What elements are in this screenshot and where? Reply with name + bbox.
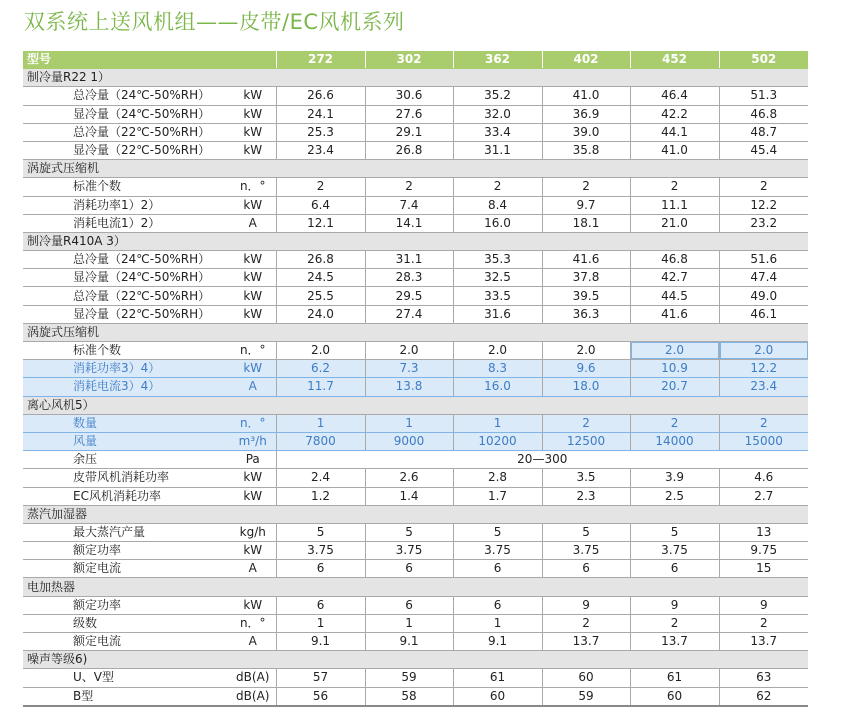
row-value: 15 xyxy=(719,560,808,578)
section-header-row xyxy=(23,505,808,523)
table-row xyxy=(23,378,808,396)
row-value: 44.5 xyxy=(630,287,719,305)
row-unit: A xyxy=(230,633,276,651)
row-unit: dB(A) xyxy=(230,687,276,706)
table-row xyxy=(23,141,808,159)
row-unit: n．° xyxy=(230,342,276,360)
row-value: 6 xyxy=(453,560,542,578)
row-value: 49.0 xyxy=(719,287,808,305)
model-column-header: 362 xyxy=(453,51,542,69)
row-unit: kW xyxy=(230,542,276,560)
row-label: 消耗电流1）2） xyxy=(23,214,230,232)
row-label: 总冷量（22℃-50%RH） xyxy=(23,123,230,141)
row-value: 61 xyxy=(630,669,719,687)
row-value: 2.3 xyxy=(542,487,630,505)
row-value: 57 xyxy=(276,669,365,687)
row-value: 8.3 xyxy=(453,360,542,378)
row-value: 2 xyxy=(719,414,808,432)
table-row xyxy=(23,414,808,432)
row-unit: kW xyxy=(230,87,276,105)
row-value: 46.8 xyxy=(630,251,719,269)
row-value: 1 xyxy=(276,414,365,432)
row-value: 1 xyxy=(365,414,453,432)
row-value: 33.5 xyxy=(453,287,542,305)
table-row xyxy=(23,87,808,105)
row-value: 2.0 xyxy=(453,342,542,360)
section-header-row xyxy=(23,651,808,669)
row-value: 4.6 xyxy=(719,469,808,487)
row-value: 58 xyxy=(365,687,453,706)
table-row xyxy=(23,523,808,541)
row-value: 1 xyxy=(453,614,542,632)
row-label: U、V型 xyxy=(23,669,230,687)
row-value: 51.6 xyxy=(719,251,808,269)
row-value: 33.4 xyxy=(453,123,542,141)
row-value: 5 xyxy=(630,523,719,541)
section-title: 涡旋式压缩机 xyxy=(23,323,808,341)
section-title: 离心风机5） xyxy=(23,396,808,414)
row-value: 2 xyxy=(630,178,719,196)
table-row xyxy=(23,269,808,287)
table-row xyxy=(23,633,808,651)
row-value: 25.3 xyxy=(276,123,365,141)
row-value: 18.1 xyxy=(542,214,630,232)
row-value: 25.5 xyxy=(276,287,365,305)
row-value: 29.5 xyxy=(365,287,453,305)
row-value: 12.2 xyxy=(719,196,808,214)
row-value: 2 xyxy=(276,178,365,196)
row-value: 3.75 xyxy=(542,542,630,560)
row-label: 消耗功率1）2） xyxy=(23,196,230,214)
row-label: 消耗功率3）4） xyxy=(23,360,230,378)
row-value: 44.1 xyxy=(630,123,719,141)
row-value: 31.1 xyxy=(365,251,453,269)
row-span-value: 20—300 xyxy=(276,451,808,469)
row-value: 6 xyxy=(630,560,719,578)
row-value: 31.1 xyxy=(453,141,542,159)
row-value: 27.4 xyxy=(365,305,453,323)
row-value: 3.75 xyxy=(453,542,542,560)
row-value: 39.5 xyxy=(542,287,630,305)
row-value: 15000 xyxy=(719,432,808,450)
row-unit: kW xyxy=(230,360,276,378)
row-unit: n．° xyxy=(230,414,276,432)
row-value: 9.75 xyxy=(719,542,808,560)
row-value: 26.8 xyxy=(365,141,453,159)
row-unit: kW xyxy=(230,269,276,287)
table-row xyxy=(23,287,808,305)
table-row xyxy=(23,214,808,232)
row-value: 6 xyxy=(365,596,453,614)
row-value: 1.2 xyxy=(276,487,365,505)
row-value: 2 xyxy=(630,614,719,632)
row-value: 6.2 xyxy=(276,360,365,378)
row-value: 6 xyxy=(276,596,365,614)
row-value: 26.8 xyxy=(276,251,365,269)
row-value: 13.7 xyxy=(719,633,808,651)
section-title: 电加热器 xyxy=(23,578,808,596)
model-column-header: 402 xyxy=(542,51,630,69)
row-value: 59 xyxy=(542,687,630,706)
row-value: 1.7 xyxy=(453,487,542,505)
row-label: 总冷量（24℃-50%RH） xyxy=(23,251,230,269)
row-value: 2.6 xyxy=(365,469,453,487)
row-value: 62 xyxy=(719,687,808,706)
row-label: 显冷量（22℃-50%RH） xyxy=(23,305,230,323)
table-row xyxy=(23,669,808,687)
row-value: 1.4 xyxy=(365,487,453,505)
row-unit: kW xyxy=(230,123,276,141)
row-value: 6.4 xyxy=(276,196,365,214)
row-value: 26.6 xyxy=(276,87,365,105)
row-value: 2.0 xyxy=(365,342,453,360)
model-column-header: 272 xyxy=(276,51,365,69)
row-unit: kW xyxy=(230,196,276,214)
model-column-header: 452 xyxy=(630,51,719,69)
row-value: 46.8 xyxy=(719,105,808,123)
row-value: 24.0 xyxy=(276,305,365,323)
table-row xyxy=(23,360,808,378)
row-unit: dB(A) xyxy=(230,669,276,687)
row-value: 32.0 xyxy=(453,105,542,123)
row-value: 2.0 xyxy=(276,342,365,360)
section-title: 涡旋式压缩机 xyxy=(23,160,808,178)
table-row xyxy=(23,178,808,196)
table-row xyxy=(23,487,808,505)
row-label: 标准个数 xyxy=(23,178,230,196)
table-row xyxy=(23,251,808,269)
row-value: 59 xyxy=(365,669,453,687)
row-value: 8.4 xyxy=(453,196,542,214)
row-value: 56 xyxy=(276,687,365,706)
row-value: 13.7 xyxy=(630,633,719,651)
row-value: 5 xyxy=(542,523,630,541)
row-label: 额定功率 xyxy=(23,542,230,560)
row-value: 2.0 xyxy=(542,342,630,360)
table-row xyxy=(23,196,808,214)
row-value: 9 xyxy=(542,596,630,614)
table-row xyxy=(23,596,808,614)
section-header-row xyxy=(23,578,808,596)
row-value: 11.1 xyxy=(630,196,719,214)
table-row xyxy=(23,560,808,578)
row-value: 9.1 xyxy=(365,633,453,651)
row-value: 12.1 xyxy=(276,214,365,232)
row-value: 2.5 xyxy=(630,487,719,505)
row-value: 2 xyxy=(719,614,808,632)
table-row xyxy=(23,305,808,323)
row-label: 消耗电流3）4） xyxy=(23,378,230,396)
row-value: 41.6 xyxy=(542,251,630,269)
row-label: 总冷量（24℃-50%RH） xyxy=(23,87,230,105)
row-value: 28.3 xyxy=(365,269,453,287)
table-row xyxy=(23,469,808,487)
row-value: 27.6 xyxy=(365,105,453,123)
row-value: 3.75 xyxy=(276,542,365,560)
row-unit: A xyxy=(230,214,276,232)
row-value: 14000 xyxy=(630,432,719,450)
row-value: 5 xyxy=(453,523,542,541)
row-value: 60 xyxy=(542,669,630,687)
row-value: 2 xyxy=(630,414,719,432)
row-value: 42.2 xyxy=(630,105,719,123)
row-value: 41.6 xyxy=(630,305,719,323)
row-value: 23.4 xyxy=(719,378,808,396)
section-title: 制冷量R410A 3） xyxy=(23,232,808,250)
row-value: 10.9 xyxy=(630,360,719,378)
row-label: 皮带风机消耗功率 xyxy=(23,469,230,487)
row-value: 3.9 xyxy=(630,469,719,487)
row-value: 12.2 xyxy=(719,360,808,378)
row-unit: kW xyxy=(230,305,276,323)
row-value: 45.4 xyxy=(719,141,808,159)
section-title: 蒸汽加湿器 xyxy=(23,505,808,523)
section-header-row xyxy=(23,396,808,414)
row-unit: kW xyxy=(230,596,276,614)
row-value: 2.0 xyxy=(719,342,808,360)
row-unit: Pa xyxy=(230,451,276,469)
row-unit: kW xyxy=(230,105,276,123)
row-value: 18.0 xyxy=(542,378,630,396)
table-row xyxy=(23,614,808,632)
row-value: 6 xyxy=(542,560,630,578)
row-unit: m³/h xyxy=(230,432,276,450)
row-label: 总冷量（22℃-50%RH） xyxy=(23,287,230,305)
page-title: 双系统上送风机组——皮带/EC风机系列 xyxy=(24,10,405,34)
row-value: 2.4 xyxy=(276,469,365,487)
row-value: 6 xyxy=(276,560,365,578)
row-label: B型 xyxy=(23,687,230,706)
table-row xyxy=(23,432,808,450)
row-value: 2.0 xyxy=(630,342,719,360)
row-label: 额定电流 xyxy=(23,560,230,578)
row-value: 2.7 xyxy=(719,487,808,505)
row-value: 46.1 xyxy=(719,305,808,323)
row-value: 1 xyxy=(365,614,453,632)
row-value: 7.4 xyxy=(365,196,453,214)
row-value: 6 xyxy=(365,560,453,578)
row-label: 级数 xyxy=(23,614,230,632)
table-row xyxy=(23,342,808,360)
row-value: 7800 xyxy=(276,432,365,450)
row-value: 60 xyxy=(630,687,719,706)
row-value: 31.6 xyxy=(453,305,542,323)
row-label: 显冷量（24℃-50%RH） xyxy=(23,269,230,287)
row-value: 9 xyxy=(719,596,808,614)
row-value: 5 xyxy=(276,523,365,541)
row-value: 1 xyxy=(276,614,365,632)
row-value: 41.0 xyxy=(542,87,630,105)
table-row xyxy=(23,542,808,560)
row-value: 11.7 xyxy=(276,378,365,396)
row-label: 最大蒸汽产量 xyxy=(23,523,230,541)
row-value: 20.7 xyxy=(630,378,719,396)
row-value: 2 xyxy=(719,178,808,196)
row-value: 5 xyxy=(365,523,453,541)
table-row xyxy=(23,123,808,141)
table-header-row xyxy=(23,51,808,69)
row-value: 3.75 xyxy=(365,542,453,560)
row-value: 23.2 xyxy=(719,214,808,232)
row-value: 2 xyxy=(542,614,630,632)
row-value: 14.1 xyxy=(365,214,453,232)
row-value: 29.1 xyxy=(365,123,453,141)
section-title: 噪声等级6) xyxy=(23,651,808,669)
section-header-row xyxy=(23,323,808,341)
row-value: 63 xyxy=(719,669,808,687)
row-unit: kg/h xyxy=(230,523,276,541)
row-value: 48.7 xyxy=(719,123,808,141)
row-value: 32.5 xyxy=(453,269,542,287)
row-value: 37.8 xyxy=(542,269,630,287)
row-value: 46.4 xyxy=(630,87,719,105)
row-unit: kW xyxy=(230,469,276,487)
row-unit: kW xyxy=(230,487,276,505)
row-value: 2.8 xyxy=(453,469,542,487)
row-value: 21.0 xyxy=(630,214,719,232)
model-header-label: 型号 xyxy=(23,51,276,69)
row-value: 3.75 xyxy=(630,542,719,560)
row-value: 9 xyxy=(630,596,719,614)
row-value: 13 xyxy=(719,523,808,541)
model-column-header: 502 xyxy=(719,51,808,69)
table-row xyxy=(23,687,808,706)
row-value: 7.3 xyxy=(365,360,453,378)
row-value: 1 xyxy=(453,414,542,432)
row-value: 2 xyxy=(365,178,453,196)
row-value: 42.7 xyxy=(630,269,719,287)
row-label: 标准个数 xyxy=(23,342,230,360)
row-label: 风量 xyxy=(23,432,230,450)
row-value: 13.7 xyxy=(542,633,630,651)
row-value: 12500 xyxy=(542,432,630,450)
row-label: 显冷量（22℃-50%RH） xyxy=(23,141,230,159)
row-value: 9.1 xyxy=(453,633,542,651)
row-value: 6 xyxy=(453,596,542,614)
row-unit: A xyxy=(230,378,276,396)
row-label: 额定电流 xyxy=(23,633,230,651)
spec-table xyxy=(23,51,808,707)
row-value: 9.6 xyxy=(542,360,630,378)
row-value: 39.0 xyxy=(542,123,630,141)
row-value: 41.0 xyxy=(630,141,719,159)
row-value: 30.6 xyxy=(365,87,453,105)
row-value: 10200 xyxy=(453,432,542,450)
table-row xyxy=(23,451,808,469)
section-title: 制冷量R22 1） xyxy=(23,69,808,87)
row-value: 51.3 xyxy=(719,87,808,105)
section-header-row xyxy=(23,69,808,87)
section-header-row xyxy=(23,232,808,250)
row-unit: n．° xyxy=(230,178,276,196)
row-label: 额定功率 xyxy=(23,596,230,614)
row-value: 13.8 xyxy=(365,378,453,396)
row-unit: A xyxy=(230,560,276,578)
row-value: 2 xyxy=(542,414,630,432)
row-value: 35.2 xyxy=(453,87,542,105)
section-header-row xyxy=(23,160,808,178)
row-value: 2 xyxy=(542,178,630,196)
row-value: 35.8 xyxy=(542,141,630,159)
row-label: 余压 xyxy=(23,451,230,469)
row-value: 23.4 xyxy=(276,141,365,159)
row-unit: kW xyxy=(230,141,276,159)
model-column-header: 302 xyxy=(365,51,453,69)
row-value: 24.5 xyxy=(276,269,365,287)
row-value: 24.1 xyxy=(276,105,365,123)
row-value: 3.5 xyxy=(542,469,630,487)
row-value: 36.3 xyxy=(542,305,630,323)
row-value: 60 xyxy=(453,687,542,706)
row-label: EC风机消耗功率 xyxy=(23,487,230,505)
row-value: 2 xyxy=(453,178,542,196)
row-unit: kW xyxy=(230,251,276,269)
row-value: 61 xyxy=(453,669,542,687)
row-label: 显冷量（24℃-50%RH） xyxy=(23,105,230,123)
row-unit: n．° xyxy=(230,614,276,632)
row-value: 16.0 xyxy=(453,214,542,232)
row-value: 36.9 xyxy=(542,105,630,123)
row-value: 16.0 xyxy=(453,378,542,396)
row-value: 47.4 xyxy=(719,269,808,287)
row-value: 9.7 xyxy=(542,196,630,214)
row-value: 35.3 xyxy=(453,251,542,269)
row-value: 9000 xyxy=(365,432,453,450)
row-label: 数量 xyxy=(23,414,230,432)
row-value: 9.1 xyxy=(276,633,365,651)
table-row xyxy=(23,105,808,123)
row-unit: kW xyxy=(230,287,276,305)
